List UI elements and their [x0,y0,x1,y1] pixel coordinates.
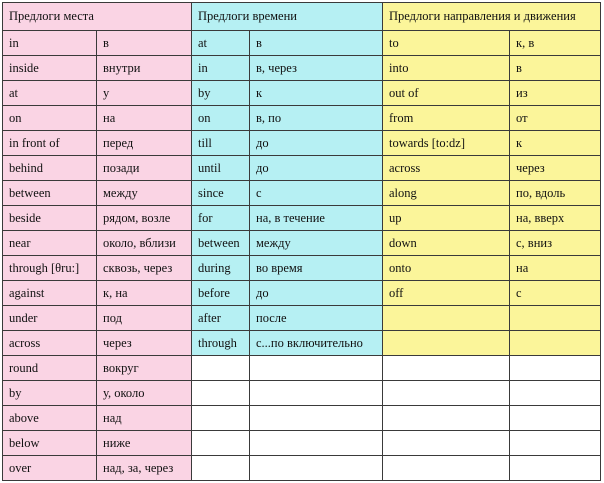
cell-time-ru [250,406,383,431]
cell-place-en: between [3,181,97,206]
cell-time-en [192,431,250,456]
table-row [3,81,601,106]
cell-dir-en [383,381,510,406]
cell-dir-en: from [383,106,510,131]
cell-time-en: during [192,256,250,281]
cell-dir-en: out of [383,81,510,106]
cell-place-en: behind [3,156,97,181]
table-row [3,256,601,281]
cell-place-ru: ниже [97,431,192,456]
cell-dir-en: up [383,206,510,231]
header-direction: Предлоги направления и движения [383,3,601,31]
cell-dir-ru: через [510,156,601,181]
cell-time-en: through [192,331,250,356]
header-row [3,3,601,31]
cell-dir-ru: из [510,81,601,106]
cell-place-en: above [3,406,97,431]
cell-time-en: by [192,81,250,106]
cell-time-en [192,356,250,381]
cell-place-ru: внутри [97,56,192,81]
cell-dir-ru: с [510,281,601,306]
cell-dir-en: down [383,231,510,256]
cell-place-ru: над, за, через [97,456,192,481]
cell-dir-ru: по, вдоль [510,181,601,206]
table-row [3,356,601,381]
cell-place-en: by [3,381,97,406]
cell-place-en: under [3,306,97,331]
cell-place-ru: позади [97,156,192,181]
table-row [3,156,601,181]
cell-dir-ru [510,406,601,431]
prepositions-table [2,2,601,481]
cell-place-en: in front of [3,131,97,156]
cell-dir-ru: на, вверх [510,206,601,231]
cell-time-ru: к [250,81,383,106]
cell-place-ru: у [97,81,192,106]
header-place: Предлоги места [3,3,192,31]
table-row [3,456,601,481]
cell-dir-en [383,356,510,381]
cell-place-ru: между [97,181,192,206]
cell-dir-ru: на [510,256,601,281]
cell-dir-en: onto [383,256,510,281]
cell-dir-en: across [383,156,510,181]
cell-place-ru: в [97,31,192,56]
cell-place-ru: над [97,406,192,431]
cell-time-en: until [192,156,250,181]
cell-place-ru: вокруг [97,356,192,381]
cell-dir-en: to [383,31,510,56]
cell-place-ru: у, около [97,381,192,406]
table-row [3,431,601,456]
cell-time-en: on [192,106,250,131]
table-row [3,281,601,306]
table-row [3,206,601,231]
cell-place-ru: перед [97,131,192,156]
cell-place-en: round [3,356,97,381]
table-row [3,331,601,356]
cell-time-en: for [192,206,250,231]
cell-time-ru: на, в течение [250,206,383,231]
cell-place-en: across [3,331,97,356]
cell-dir-ru [510,306,601,331]
cell-place-en: near [3,231,97,256]
cell-dir-en: off [383,281,510,306]
cell-time-ru: с [250,181,383,206]
cell-time-ru [250,356,383,381]
cell-dir-ru: к, в [510,31,601,56]
cell-time-ru: до [250,156,383,181]
table-row [3,381,601,406]
cell-dir-ru: с, вниз [510,231,601,256]
table-row [3,406,601,431]
cell-dir-ru [510,381,601,406]
cell-time-ru: до [250,281,383,306]
cell-dir-en [383,431,510,456]
cell-place-en: against [3,281,97,306]
cell-time-ru: между [250,231,383,256]
cell-dir-en: into [383,56,510,81]
cell-place-en: over [3,456,97,481]
cell-place-en: at [3,81,97,106]
cell-dir-ru: к [510,131,601,156]
table-row [3,106,601,131]
table-row [3,56,601,81]
table-row [3,231,601,256]
cell-dir-en: towards [to:dz] [383,131,510,156]
cell-place-en: beside [3,206,97,231]
table-row [3,306,601,331]
cell-place-ru: под [97,306,192,331]
cell-time-ru: с...по включительно [250,331,383,356]
table-row [3,31,601,56]
cell-dir-ru [510,456,601,481]
cell-place-en: inside [3,56,97,81]
cell-time-en: in [192,56,250,81]
cell-place-en: on [3,106,97,131]
cell-dir-ru: от [510,106,601,131]
cell-time-ru [250,381,383,406]
cell-time-ru: в [250,31,383,56]
cell-time-ru: во время [250,256,383,281]
table-row [3,131,601,156]
cell-dir-ru [510,431,601,456]
cell-time-ru: после [250,306,383,331]
cell-dir-ru [510,356,601,381]
cell-dir-ru [510,331,601,356]
cell-time-ru: до [250,131,383,156]
cell-time-en: after [192,306,250,331]
cell-dir-en [383,306,510,331]
cell-time-en: since [192,181,250,206]
cell-time-ru [250,431,383,456]
cell-time-ru: в, через [250,56,383,81]
cell-time-ru: в, по [250,106,383,131]
cell-place-ru: на [97,106,192,131]
cell-time-en [192,381,250,406]
cell-dir-en: along [383,181,510,206]
cell-time-en: till [192,131,250,156]
cell-place-ru: сквозь, через [97,256,192,281]
cell-time-en [192,406,250,431]
cell-place-en: in [3,31,97,56]
cell-dir-en [383,331,510,356]
cell-time-en: between [192,231,250,256]
cell-time-ru [250,456,383,481]
table-row [3,181,601,206]
cell-place-ru: через [97,331,192,356]
cell-dir-en [383,456,510,481]
cell-time-en [192,456,250,481]
cell-time-en: at [192,31,250,56]
cell-place-ru: около, вблизи [97,231,192,256]
cell-dir-ru: в [510,56,601,81]
cell-time-en: before [192,281,250,306]
cell-place-ru: рядом, возле [97,206,192,231]
cell-dir-en [383,406,510,431]
header-time: Предлоги времени [192,3,383,31]
cell-place-ru: к, на [97,281,192,306]
cell-place-en: below [3,431,97,456]
cell-place-en: through [θru:] [3,256,97,281]
table-body [3,3,601,481]
